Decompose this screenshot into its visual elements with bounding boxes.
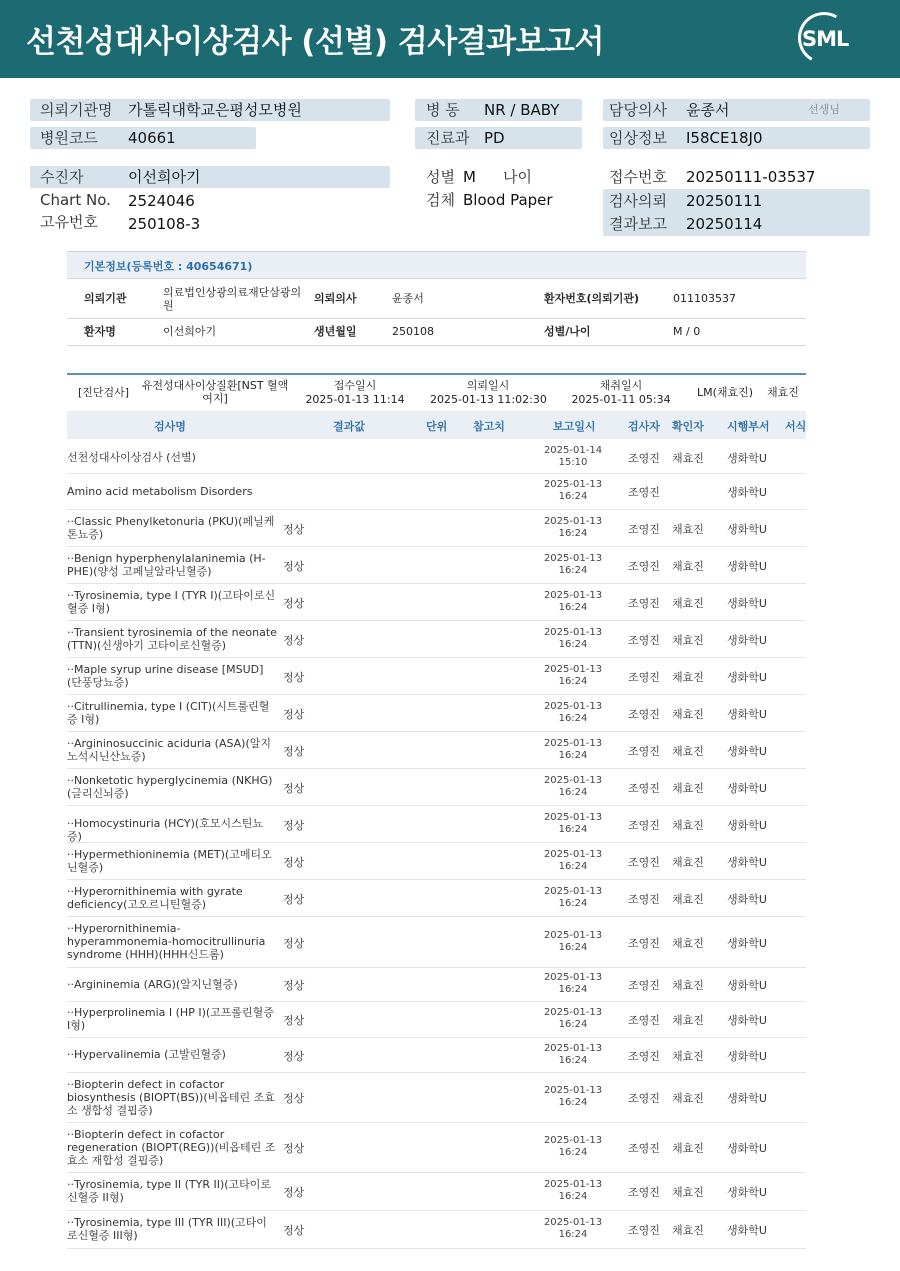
report-date: 2025-01-13 [543,626,603,638]
test-name: ··Hyperprolinemia I (HP I)(고프롤린혈증 I형) [67,1006,274,1032]
basic-org-label: 의뢰기관 [84,292,127,305]
dept: 생화학U [727,818,767,832]
order-doc: 채효진 [767,386,799,399]
tester: 조영진 [628,486,660,499]
report-time: 16:24 [558,712,588,724]
result-value: 정상 [283,1186,305,1199]
order-receipt: 2025-01-13 11:14 [305,393,405,406]
basic-org-value: 의료법인상광의료재단삼광의원 [163,286,302,312]
result-value: 정상 [283,744,305,758]
doctor-label: 담당의사 [609,101,667,119]
checker: 채효진 [672,781,704,795]
report-date: 2025-01-13 [543,1217,603,1228]
report-date: 2025-01-13 [543,552,603,564]
table-row [67,1037,806,1073]
test-name: ··Classic Phenylketonuria (PKU)(페닐케톤뇨증) [67,514,275,541]
receipt-label: 접수번호 [609,168,667,186]
table-row [67,509,806,547]
result-value: 정상 [283,1142,305,1155]
report-date: 2025-01-13 [543,885,603,897]
test-name: ··Maple syrup urine disease [MSUD](단풍당뇨증) [67,662,264,689]
tester: 조영진 [628,892,660,906]
report-time: 16:24 [558,1191,588,1202]
result-value: 정상 [283,596,305,610]
dept: 생화학U [727,522,767,536]
results-table-header [67,411,806,439]
req-org-label: 의뢰기관명 [40,101,113,119]
basic-name-value: 이선희아기 [163,325,217,338]
table-row [67,805,806,843]
report-date: 2025-01-13 [543,1135,603,1146]
tester: 조영진 [628,781,660,795]
report-date: 2025-01-13 [543,1042,603,1054]
table-row [67,620,806,658]
test-name: ··Tyrosinemia, type II (TYR II)(고타이로신혈증 II형) [67,1178,272,1204]
table-row [67,1122,806,1173]
report-time: 16:24 [558,1097,588,1108]
checker: 채효진 [672,1224,704,1237]
table-row [67,1210,806,1249]
report-date: 2025-01-13 [543,811,603,823]
checker: 채효진 [672,1049,704,1063]
test-name: ··Hyperornithinemia-hyperammonemia-homocitrullinuria syndrome (HHH)(HHH신드롬) [67,922,266,961]
dept-label: 진료과 [426,129,470,147]
report-time: 16:24 [558,675,588,687]
result-value: 정상 [283,1014,305,1027]
test-name: ··Nonketotic hyperglycinemia (NKHG)(글리신뇌증) [67,773,273,800]
report-date: 2025-01-13 [543,1085,603,1096]
tester: 조영진 [628,1049,660,1063]
result-value: 정상 [283,522,305,536]
col-ref: 참고치 [473,420,505,433]
report-date: 2025-01-13 [543,972,603,983]
col-tester: 검사자 [628,420,660,433]
dept: 생화학U [727,1142,767,1155]
hosp-code-value: 40661 [128,129,176,147]
report-date: 2025-01-13 [543,929,603,941]
table-row [67,546,806,584]
test-name: ··Argininemia (ARG)(알지닌혈증) [67,977,238,991]
col-form: 서식 [785,420,807,433]
dept: 생화학U [727,855,767,869]
clinical-label: 임상정보 [609,129,667,147]
report-time: 16:24 [558,527,588,539]
tester: 조영진 [628,1014,660,1027]
test-name: ··Citrullinemia, type I (CIT)(시트룰린혈증 I형) [67,699,270,726]
report-date: 2025-01-13 [543,1007,603,1018]
report-date: 2025-01-13 [543,589,603,601]
test-name: ··Homocystinuria (HCY)(호모시스틴뇨증) [67,817,263,843]
dept: 생화학U [727,1049,767,1063]
test-name: ··Argininosuccinic aciduria (ASA)(알지노석시닌산뇨증) [67,736,272,763]
tester: 조영진 [628,452,660,465]
report-time: 16:24 [558,823,588,835]
order-divider [67,373,806,375]
table-row [67,1001,806,1038]
col-report-date: 보고일시 [553,420,596,433]
result-value: 정상 [283,559,305,573]
order-receipt-label: 접수일시 [333,379,377,392]
order-kind: [진단검사] [78,386,130,399]
checker: 채효진 [672,892,704,906]
result-value: 정상 [283,818,305,832]
col-test-name: 검사명 [154,420,186,433]
dept: 생화학U [727,892,767,906]
uid-label: 고유번호 [40,213,98,231]
result-value: 정상 [283,1224,305,1237]
table-row [67,879,806,917]
table-row [67,441,806,474]
dept: 생화학U [727,707,767,721]
order-collect-label: 채취일시 [599,379,643,392]
result-value: 정상 [283,1092,305,1105]
dept: 생화학U [727,744,767,758]
report-date: 2025-01-13 [543,479,603,490]
clinical-value: I58CE18J0 [686,129,763,147]
test-name: ··Transient tyrosinemia of the neonate (TTN)(신생아기 고타이로신혈증) [67,625,277,652]
table-row [67,916,806,968]
tester: 조영진 [628,522,660,536]
tester: 조영진 [628,936,660,950]
dept: 생화학U [727,1224,767,1237]
dept: 생화학U [727,559,767,573]
tester: 조영진 [628,744,660,758]
doctor-suffix: 선생님 [808,103,840,116]
tester: 조영진 [628,707,660,721]
dept: 생화학U [727,452,767,465]
order-request: 2025-01-13 11:02:30 [430,393,547,406]
test-name: ··Biopterin defect in cofactor biosynthesis (BIOPT(BS))(비옵테린 조효소 생합성 결핍증) [67,1077,275,1117]
basic-pid-label: 환자번호(의뢰기관) [544,292,640,305]
col-unit: 단위 [426,420,448,433]
report-time: 16:24 [558,860,588,872]
report-date: 2025-01-13 [543,663,603,675]
dept: 생화학U [727,486,767,499]
test-name: ··Hypermethioninemia (MET)(고메티오닌혈증) [67,847,272,874]
test-name: Amino acid metabolism Disorders [67,484,253,498]
specimen-label: 검체 [426,191,455,209]
checker: 채효진 [672,1014,704,1027]
checker: 채효진 [672,522,704,536]
table-row [67,731,806,769]
req-date-label: 검사의뢰 [609,192,667,210]
order-request-label: 의뢰일시 [466,379,510,392]
report-date-value: 20250114 [686,215,763,233]
tester: 조영진 [628,1142,660,1155]
table-row [67,842,806,880]
report-time: 16:24 [558,491,588,502]
report-date-label: 결과보고 [609,215,667,233]
basic-sexage-label: 성별/나이 [544,325,591,338]
result-value: 정상 [283,633,305,647]
dept: 생화학U [727,936,767,950]
checker: 채효진 [672,818,704,832]
tester: 조영진 [628,633,660,647]
patient-label: 수진자 [40,168,84,186]
dept: 생화학U [727,1014,767,1027]
tester: 조영진 [628,1092,660,1105]
report-time: 16:24 [558,1147,588,1158]
ward-label: 병 동 [426,101,460,119]
checker: 채효진 [672,452,704,465]
report-time: 16:24 [558,786,588,798]
report-date: 2025-01-13 [543,515,603,527]
report-time: 16:24 [558,638,588,650]
checker: 채효진 [672,936,704,950]
test-name: ··Hypervalinemia (고발린혈증) [67,1048,226,1061]
test-name: ··Hyperornithinemia with gyrate deficiency(고오르니틴혈증) [67,884,243,911]
report-date: 2025-01-13 [543,1179,603,1190]
result-value: 정상 [283,855,305,869]
hosp-code-label: 병원코드 [40,129,98,147]
tester: 조영진 [628,559,660,573]
basic-doc-value: 윤종서 [392,292,424,305]
patient-value: 이선희아기 [128,168,201,186]
report-time: 16:24 [558,941,588,953]
order-collect: 2025-01-11 05:34 [571,393,671,406]
dept-value: PD [484,129,505,147]
ward-value: NR / BABY [484,101,560,119]
basic-birth-label: 생년월일 [314,325,357,338]
tester: 조영진 [628,818,660,832]
checker: 채효진 [672,979,704,992]
table-row [67,583,806,621]
tester: 조영진 [628,670,660,684]
report-date: 2025-01-14 [543,445,603,456]
test-name: ··Benign hyperphenylalaninemia (H-PHE)(양성 고페닐알라닌혈증) [67,551,266,578]
checker: 채효진 [672,1142,704,1155]
test-name: ··Biopterin defect in cofactor regeneration (BIOPT(REG))(비옵테린 조효소 재합성 결핍증) [67,1127,276,1167]
dept: 생화학U [727,1092,767,1105]
col-dept: 시행부서 [727,420,770,433]
table-row [67,768,806,806]
report-date: 2025-01-13 [543,700,603,712]
report-time: 16:24 [558,1054,588,1066]
checker: 채효진 [672,633,704,647]
report-date: 2025-01-13 [543,774,603,786]
report-date: 2025-01-13 [543,848,603,860]
doctor-value: 윤종서 [686,101,730,119]
basic-sexage-value: M / 0 [673,325,701,338]
specimen-value: Blood Paper [463,191,553,209]
tester: 조영진 [628,979,660,992]
test-name: ··Tyrosinemia, type III (TYR III)(고타이로신혈증 III형) [67,1216,267,1242]
col-checker: 확인자 [672,420,704,433]
dept: 생화학U [727,1186,767,1199]
report-time: 16:24 [558,601,588,613]
tester: 조영진 [628,596,660,610]
col-result: 결과값 [333,420,365,433]
checker: 채효진 [672,707,704,721]
checker: 채효진 [672,596,704,610]
tester: 조영진 [628,855,660,869]
table-row [67,657,806,695]
req-date-value: 20250111 [686,192,763,210]
table-row [67,1172,806,1211]
checker: 채효진 [672,1186,704,1199]
checker: 채효진 [672,744,704,758]
basic-pid-value: 011103537 [673,292,736,305]
dept: 생화학U [727,633,767,647]
result-value: 정상 [283,936,305,950]
checker: 채효진 [672,855,704,869]
order-test: 유전성대사이상질환[NST 혈액여지] [141,379,289,405]
req-org-value: 가톨릭대학교은평성모병원 [128,101,302,119]
basic-doc-label: 의뢰의사 [314,292,357,305]
dept: 생화학U [727,781,767,795]
dept: 생화학U [727,670,767,684]
tester: 조영진 [628,1224,660,1237]
result-value: 정상 [283,892,305,906]
chart-value: 2524046 [128,192,195,210]
result-value: 정상 [283,670,305,684]
report-time: 16:24 [558,1229,588,1240]
report-title: 선천성대사이상검사 (선별) 검사결과보고서 [26,24,604,60]
chart-label: Chart No. [40,191,111,209]
result-value: 정상 [283,979,305,992]
checker: 채효진 [672,670,704,684]
sex-label: 성별 [426,168,455,186]
table-row [67,1072,806,1123]
report-header [0,0,900,78]
basic-name-label: 환자명 [84,325,116,338]
basic-info-title: 기본정보(등록번호 : 40654671) [84,260,253,273]
age-label: 나이 [503,168,532,186]
patient-bar [30,166,390,188]
test-name: 선천성대사이상검사 (선별) [67,450,196,464]
result-value: 정상 [283,707,305,721]
basic-info-header [67,251,806,279]
report-time: 16:24 [558,984,588,995]
sex-value: M [463,168,476,186]
tester: 조영진 [628,1186,660,1199]
result-value: 정상 [283,1049,305,1063]
test-name: ··Tyrosinemia, type I (TYR I)(고타이로신혈증 I형) [67,588,276,615]
uid-value: 250108-3 [128,215,201,233]
basic-birth-value: 250108 [392,325,434,338]
report-time: 16:24 [558,1019,588,1030]
report-time: 16:24 [558,749,588,761]
result-value: 정상 [283,781,305,795]
report-time: 15:10 [558,457,588,468]
table-row [67,473,806,510]
report-date: 2025-01-13 [543,737,603,749]
dept: 생화학U [727,979,767,992]
report-time: 16:24 [558,897,588,909]
sml-logo-icon: SML [798,12,854,66]
dept: 생화학U [727,596,767,610]
report-time: 16:24 [558,564,588,576]
checker: 채효진 [672,559,704,573]
table-row [67,694,806,732]
receipt-value: 20250111-03537 [686,168,816,186]
order-lm: LM(채효진) [697,386,754,399]
checker: 채효진 [672,1092,704,1105]
table-row [67,967,806,1002]
